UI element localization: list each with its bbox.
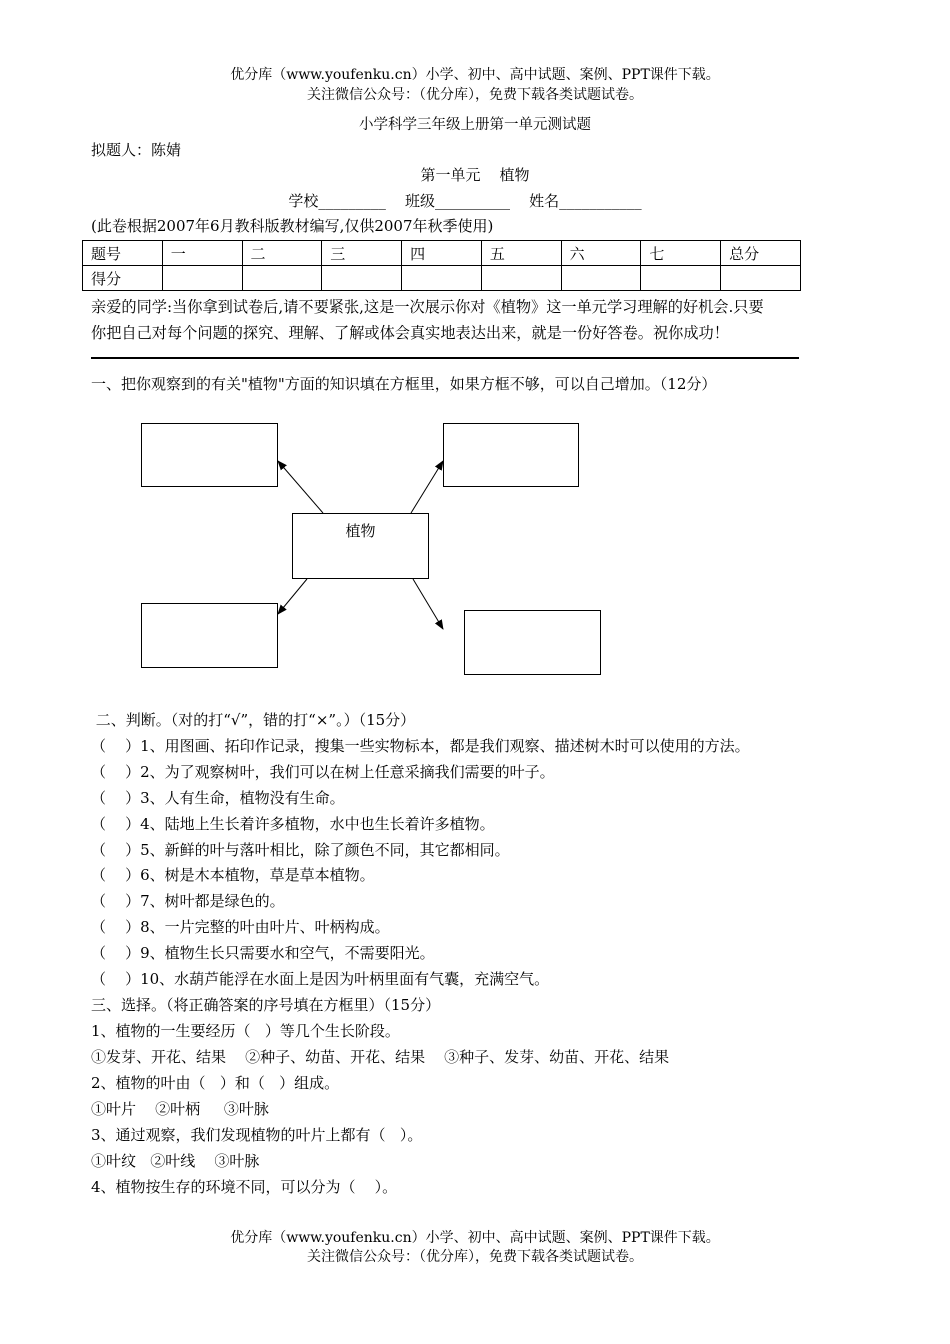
table-cell: 五 <box>481 241 561 266</box>
table-cell: 总分 <box>721 241 801 266</box>
section1-title: 一、把你观察到的有关"植物"方面的知识填在方框里，如果方框不够，可以自己增加。（12分） <box>91 375 717 393</box>
unit-title: 第一单元 植物 <box>420 166 530 184</box>
judge-item: （ ）7、树叶都是绿色的。 <box>91 892 285 910</box>
arrow-bottom-right <box>413 579 443 629</box>
choice-question: 4、植物按生存的环境不同，可以分为（ ）。 <box>91 1178 398 1196</box>
intro-line-2: 你把自己对每个问题的探究、理解、了解或体会真实地表达出来，就是一份好答卷。祝你成功！ <box>91 324 729 342</box>
table-cell: 七 <box>641 241 721 266</box>
section2-title: 二、判断。（对的打“√”，错的打“×”。）（15分） <box>91 711 416 729</box>
section3-title: 三、选择。（将正确答案的序号填在方框里）（15分） <box>91 996 441 1014</box>
edition-note: (此卷根据2007年6月教科版教材编写,仅供2007年秋季使用) <box>91 217 494 235</box>
judge-item: （ ）4、陆地上生长着许多植物，水中也生长着许多植物。 <box>91 815 495 833</box>
judge-item: （ ）1、用图画、拓印作记录，搜集一些实物标本，都是我们观察、描述树木时可以使用的方法。 <box>91 737 750 755</box>
choice-options: ①叶片 ②叶柄 ③叶脉 <box>91 1100 269 1118</box>
center-label: 植物 <box>345 522 376 540</box>
choice-options: ①发芽、开花、结果 ②种子、幼苗、开花、结果 ③种子、发芽、幼苗、开花、结果 <box>91 1048 670 1066</box>
judge-item: （ ）6、树是木本植物，草是草本植物。 <box>91 866 375 884</box>
judge-item: （ ）2、为了观察树叶，我们可以在树上任意采摘我们需要的叶子。 <box>91 763 555 781</box>
intro-line-1: 亲爱的同学:当你拿到试卷后,请不要紧张,这是一次展示你对《植物》这一单元学习理解的好机会.只要 <box>91 298 764 316</box>
header-line-2: 关注微信公众号：（优分库），免费下载各类试题试卷。 <box>307 87 643 103</box>
choice-question: 2、植物的叶由（ ）和（ ）组成。 <box>91 1074 340 1092</box>
table-cell: 四 <box>402 241 482 266</box>
judge-item: （ ）10、水葫芦能浮在水面上是因为叶柄里面有气囊，充满空气。 <box>91 970 550 988</box>
table-cell: 六 <box>561 241 641 266</box>
arrow-bottom-left <box>278 579 307 614</box>
choice-question: 3、通过观察，我们发现植物的叶片上都有（ ）。 <box>91 1126 423 1144</box>
judge-item: （ ）8、一片完整的叶由叶片、叶柄构成。 <box>91 918 390 936</box>
table-cell: 得分 <box>83 266 163 291</box>
header-line-1: 优分库（www.youfenku.cn）小学、初中、高中试题、案例、PPT课件下载。 <box>230 67 720 83</box>
student-fields: 学校_________ 班级__________ 姓名___________ <box>288 192 642 210</box>
arrow-top-right <box>411 461 443 513</box>
author-line: 拟题人：陈婧 <box>91 141 182 159</box>
choice-options: ①叶纹 ②叶线 ③叶脉 <box>91 1152 260 1170</box>
judge-item: （ ）5、新鲜的叶与落叶相比，除了颜色不同，其它都相同。 <box>91 841 510 859</box>
choice-question: 1、植物的一生要经历（ ）等几个生长阶段。 <box>91 1022 400 1040</box>
arrow-top-left <box>278 461 323 513</box>
judge-item: （ ）9、植物生长只需要水和空气，不需要阳光。 <box>91 944 435 962</box>
exam-title: 小学科学三年级上册第一单元测试题 <box>359 117 591 133</box>
judge-item: （ ）3、人有生命，植物没有生命。 <box>91 789 345 807</box>
table-cell: 题号 <box>83 241 163 266</box>
footer-line-2: 关注微信公众号：（优分库），免费下载各类试题试卷。 <box>307 1249 643 1265</box>
table-cell: 二 <box>242 241 322 266</box>
table-cell: 三 <box>322 241 402 266</box>
footer-line-1: 优分库（www.youfenku.cn）小学、初中、高中试题、案例、PPT课件下载。 <box>230 1230 720 1246</box>
table-cell: 一 <box>162 241 242 266</box>
